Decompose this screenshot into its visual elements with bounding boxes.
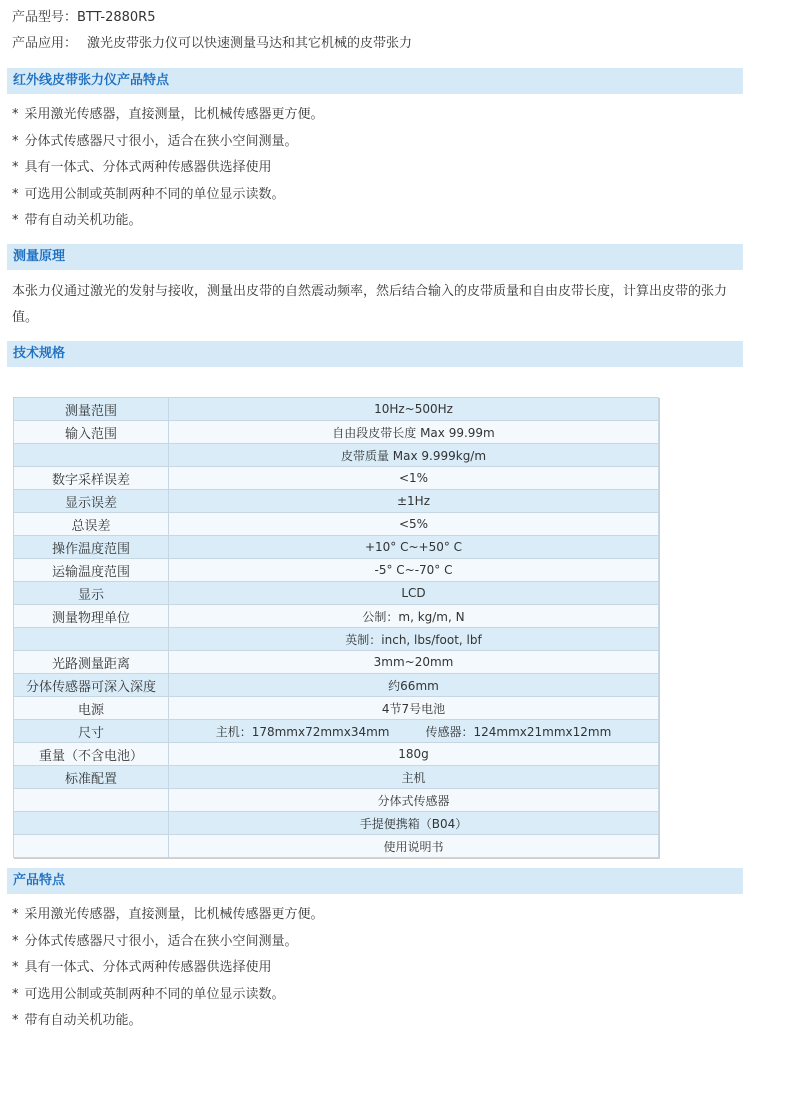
bullet-star: * bbox=[12, 160, 19, 175]
spec-label bbox=[14, 835, 169, 858]
list-item-text: 采用激光传感器，直接测量，比机械传感器更方便。 bbox=[24, 107, 324, 122]
table-row bbox=[14, 789, 659, 812]
spec-label: 输入范围 bbox=[14, 421, 169, 444]
list-item-text: 可选用公制或英制两种不同的单位显示读数。 bbox=[24, 986, 285, 1002]
product-application-line bbox=[12, 32, 412, 51]
spec-value: 约66mm bbox=[169, 674, 659, 697]
list-item bbox=[12, 155, 324, 182]
spec-label: 重量（不含电池） bbox=[14, 743, 169, 766]
table-row bbox=[14, 835, 659, 858]
spec-label: 测量物理单位 bbox=[14, 605, 169, 628]
table-row bbox=[14, 743, 659, 766]
spec-label: 显示误差 bbox=[14, 490, 169, 513]
list-item bbox=[12, 902, 324, 929]
spec-label bbox=[14, 789, 169, 812]
product-model-value: BTT-2880R5 bbox=[77, 10, 156, 25]
principle-section-title: 测量原理 bbox=[7, 244, 743, 270]
table-row bbox=[14, 421, 659, 444]
product-features-list bbox=[12, 902, 324, 1035]
spec-value: 使用说明书 bbox=[169, 835, 659, 858]
spec-label bbox=[14, 812, 169, 835]
spec-value: 3mm~20mm bbox=[169, 651, 659, 674]
product-application-value: 激光皮带张力仪可以快速测量马达和其它机械的皮带张力 bbox=[87, 36, 413, 51]
spec-label: 操作温度范围 bbox=[14, 536, 169, 559]
features-list bbox=[12, 102, 324, 235]
list-item-text: 具有一体式、分体式两种传感器供选择使用 bbox=[24, 160, 272, 175]
list-item-text: 可选用公制或英制两种不同的单位显示读数。 bbox=[24, 186, 285, 202]
spec-table bbox=[13, 397, 659, 858]
features-section-title: 红外线皮带张力仪产品特点 bbox=[7, 68, 743, 94]
spec-value: LCD bbox=[169, 582, 659, 605]
spec-value: 英制：inch, lbs/foot, lbf bbox=[169, 628, 659, 651]
spec-label: 尺寸 bbox=[14, 720, 169, 743]
table-row bbox=[14, 536, 659, 559]
table-row bbox=[14, 490, 659, 513]
table-row bbox=[14, 812, 659, 835]
spec-label bbox=[14, 628, 169, 651]
spec-value: 4节7号电池 bbox=[169, 697, 659, 720]
list-item-text: 带有自动关机功能。 bbox=[24, 213, 142, 228]
spec-value: 主机 bbox=[169, 766, 659, 789]
bullet-star: * bbox=[12, 960, 19, 975]
spec-label: 分体传感器可深入深度 bbox=[14, 674, 169, 697]
spec-value: -5° C~-70° C bbox=[169, 559, 659, 582]
bullet-star: * bbox=[12, 213, 19, 228]
product-features-section-title: 产品特点 bbox=[7, 868, 743, 894]
spec-label: 运输温度范围 bbox=[14, 559, 169, 582]
spec-value: 自由段皮带长度 Max 99.99m bbox=[169, 421, 659, 444]
list-item bbox=[12, 929, 324, 956]
table-row bbox=[14, 467, 659, 490]
product-application-key: 产品应用： bbox=[12, 36, 78, 51]
bullet-star: * bbox=[12, 186, 19, 202]
spec-label: 测量范围 bbox=[14, 398, 169, 421]
table-row bbox=[14, 720, 659, 743]
spec-value: 皮带质量 Max 9.999kg/m bbox=[169, 444, 659, 467]
list-item-text: 带有自动关机功能。 bbox=[24, 1013, 142, 1028]
table-row bbox=[14, 513, 659, 536]
bullet-star: * bbox=[12, 133, 19, 149]
bullet-star: * bbox=[12, 933, 19, 949]
spec-label: 标准配置 bbox=[14, 766, 169, 789]
list-item-text: 分体式传感器尺寸很小，适合在狭小空间测量。 bbox=[24, 133, 298, 149]
list-item bbox=[12, 102, 324, 129]
spec-value bbox=[169, 720, 659, 743]
list-item-text: 具有一体式、分体式两种传感器供选择使用 bbox=[24, 960, 272, 975]
spec-value: +10° C~+50° C bbox=[169, 536, 659, 559]
table-row bbox=[14, 651, 659, 674]
spec-value: <1% bbox=[169, 467, 659, 490]
list-item bbox=[12, 129, 324, 156]
spec-value-host: 主机：178mmx72mmx34mm bbox=[215, 724, 390, 739]
list-item bbox=[12, 208, 324, 235]
spec-value: ±1Hz bbox=[169, 490, 659, 513]
product-model-line bbox=[12, 6, 155, 25]
spec-value: <5% bbox=[169, 513, 659, 536]
spec-label bbox=[14, 444, 169, 467]
bullet-star: * bbox=[12, 986, 19, 1002]
spec-label: 显示 bbox=[14, 582, 169, 605]
table-row bbox=[14, 628, 659, 651]
table-row bbox=[14, 559, 659, 582]
spec-label: 数字采样误差 bbox=[14, 467, 169, 490]
list-item bbox=[12, 182, 324, 209]
bullet-star: * bbox=[12, 1013, 19, 1028]
list-item bbox=[12, 1008, 324, 1035]
table-row bbox=[14, 605, 659, 628]
spec-value: 手提便携箱（B04） bbox=[169, 812, 659, 835]
spec-label: 电源 bbox=[14, 697, 169, 720]
specs-section-title: 技术规格 bbox=[7, 341, 743, 367]
table-row bbox=[14, 444, 659, 467]
table-row bbox=[14, 582, 659, 605]
bullet-star: * bbox=[12, 907, 19, 922]
list-item bbox=[12, 982, 324, 1009]
product-model-key: 产品型号： bbox=[12, 10, 78, 25]
spec-value: 分体式传感器 bbox=[169, 789, 659, 812]
spec-label: 光路测量距离 bbox=[14, 651, 169, 674]
spec-label: 总误差 bbox=[14, 513, 169, 536]
table-row bbox=[14, 697, 659, 720]
spec-value: 180g bbox=[169, 743, 659, 766]
list-item bbox=[12, 955, 324, 982]
list-item-text: 分体式传感器尺寸很小，适合在狭小空间测量。 bbox=[24, 933, 298, 949]
spec-value: 公制：m, kg/m, N bbox=[169, 605, 659, 628]
spec-value: 10Hz~500Hz bbox=[169, 398, 659, 421]
bullet-star: * bbox=[12, 107, 19, 122]
principle-text: 本张力仪通过激光的发射与接收，测量出皮带的自然震动频率，然后结合输入的皮带质量和自由皮带长度，计算出皮带的张力值。 bbox=[12, 284, 728, 325]
table-row bbox=[14, 674, 659, 697]
list-item-text: 采用激光传感器，直接测量，比机械传感器更方便。 bbox=[24, 907, 324, 922]
table-row bbox=[14, 398, 659, 421]
table-row bbox=[14, 766, 659, 789]
spec-value-sensor: 传感器：124mmx21mmx12mm bbox=[425, 724, 612, 739]
